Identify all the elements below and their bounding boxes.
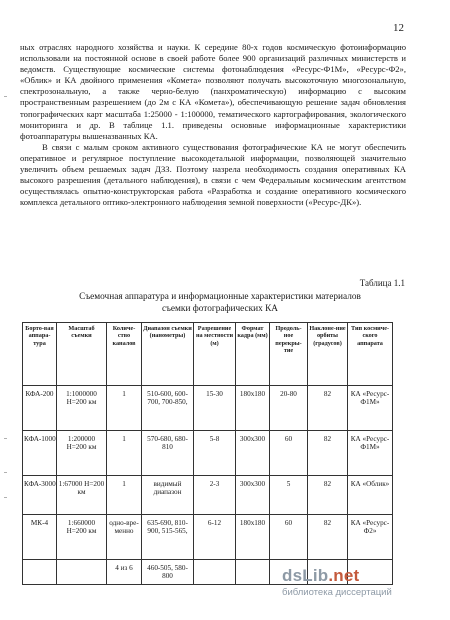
page-number: 12 [393,22,404,34]
paragraph-2: В связи с малым сроком активного существования фотографические КА не могут обеспечить оперативное и регулярное поступление высокодетальной информации, позволяющей значительно увеличить объем решаемых задач ДЗЗ. Поэтому назрела необходимость создания оперативных КА высокого разрешения (детального наблюдения), в связи с чем Федеральным космическим агентством осуществлялась опытно-конструкторская работа «Разработка и создание оперативного космического комплекса детального оптико-электронного наблюдения земной поверхности («Ресурс-ДК»). [20,141,406,208]
table-cell [194,560,236,585]
header-cell: Разрешение на местности (м) [194,323,236,386]
margin-mark [4,96,7,97]
table-caption: Таблица 1.1 [359,278,405,288]
table-cell: 635-690, 810-900, 515-565, [142,515,194,560]
header-cell: Тип космиче-ского аппарата [348,323,393,386]
table-cell: 20-80 [270,386,308,431]
table-cell: 300х300 [236,476,270,515]
table-cell: КФА-1000 [23,431,57,476]
header-cell: Масштаб съемки [57,323,107,386]
table-cell: 82 [308,515,348,560]
table-cell: 82 [308,431,348,476]
table-cell: 5-8 [194,431,236,476]
header-cell: Наклоне-ние орбиты (градусов) [308,323,348,386]
table-cell: 570-680, 680-810 [142,431,194,476]
table-cell: 1:1000000 Н=200 км [57,386,107,431]
table-cell: КА «Ресурс-Ф1М» [348,386,393,431]
table-header-row [23,323,393,386]
table-cell: 1:67000 Н=200 км [57,476,107,515]
table-cell: одно-вре-менно [107,515,142,560]
table-cell: КА «Облик» [348,476,393,515]
table-cell: 1 [107,386,142,431]
watermark-logo: dsLib.net [282,566,360,585]
table-cell: 6-12 [194,515,236,560]
table-cell [57,560,107,585]
margin-mark [4,438,7,439]
table-cell: МК-4 [23,515,57,560]
table-cell [23,560,57,585]
table-cell: 1:200000 Н=200 км [57,431,107,476]
table-cell: 460-505, 580-800 [142,560,194,585]
table-cell: 5 [270,476,308,515]
table-cell: 2-3 [194,476,236,515]
paragraph-1: ных отраслях народного хозяйства и науки. К середине 80-х годов космическую фотоинформацию использовали на постоянной основе в своей работе более 900 организаций различных министерств и ведомств. Существующие космические системы фотонаблюдения «Ресурс-Ф1М», «Ресурс-Ф2», «Облик» и КА двойного применения «Комета» позволяют получать высокоточную многозональную, спектрозональную, а также черно-белую (панхроматическую) информацию с высоким пространственным разрешением (до 2м с КА «Комета»), обеспечивающую решение задач обновления топографических карт масштаба 1:25000 - 1:100000, тематического картографирования, экологического мониторинга и др. В таблице 1.1. приведены основные информационные характеристики фотоаппаратуры вышеназванных КА. [20,42,406,141]
table-title: Съемочная аппаратура и информационные характеристики материалов съемки фотографических КА [79,292,361,314]
table-cell: видимый диапазон [142,476,194,515]
margin-mark [4,497,7,498]
table-row [23,515,393,560]
watermark-subtitle: библиотека диссертаций [282,587,392,598]
table-cell: 300х300 [236,431,270,476]
table-cell: 1 [107,431,142,476]
table-row [23,476,393,515]
table-cell: 180х180 [236,386,270,431]
table-cell: 82 [308,386,348,431]
table-cell: 60 [270,431,308,476]
table-cell: 1 [107,476,142,515]
table-cell: 60 [270,515,308,560]
table-cell: КФА-200 [23,386,57,431]
table-cell: КФА-3000 [23,476,57,515]
table-cell: 4 из 6 [107,560,142,585]
table-cell: КА «Ресурс-Ф2» [348,515,393,560]
header-cell: Формат кадра (мм) [236,323,270,386]
table-row [23,431,393,476]
table-cell: 1:660000 Н=200 км [57,515,107,560]
table-cell: 180х180 [236,515,270,560]
table-cell [236,560,270,585]
header-cell: Количе-ство каналов [107,323,142,386]
table-cell: 82 [308,476,348,515]
table-row [23,386,393,431]
table-cell: КА «Ресурс-Ф1М» [348,431,393,476]
header-cell: Продоль-ное перекры-тие [270,323,308,386]
header-cell: Диапазон съемки (нанометры) [142,323,194,386]
characteristics-table [22,322,393,585]
table-cell: 15-30 [194,386,236,431]
header-cell: Борто-вая аппара-тура [23,323,57,386]
margin-mark [4,472,7,473]
body-text [20,42,406,208]
watermark [282,566,442,598]
table-cell: 510-600, 600-700, 700-850, [142,386,194,431]
